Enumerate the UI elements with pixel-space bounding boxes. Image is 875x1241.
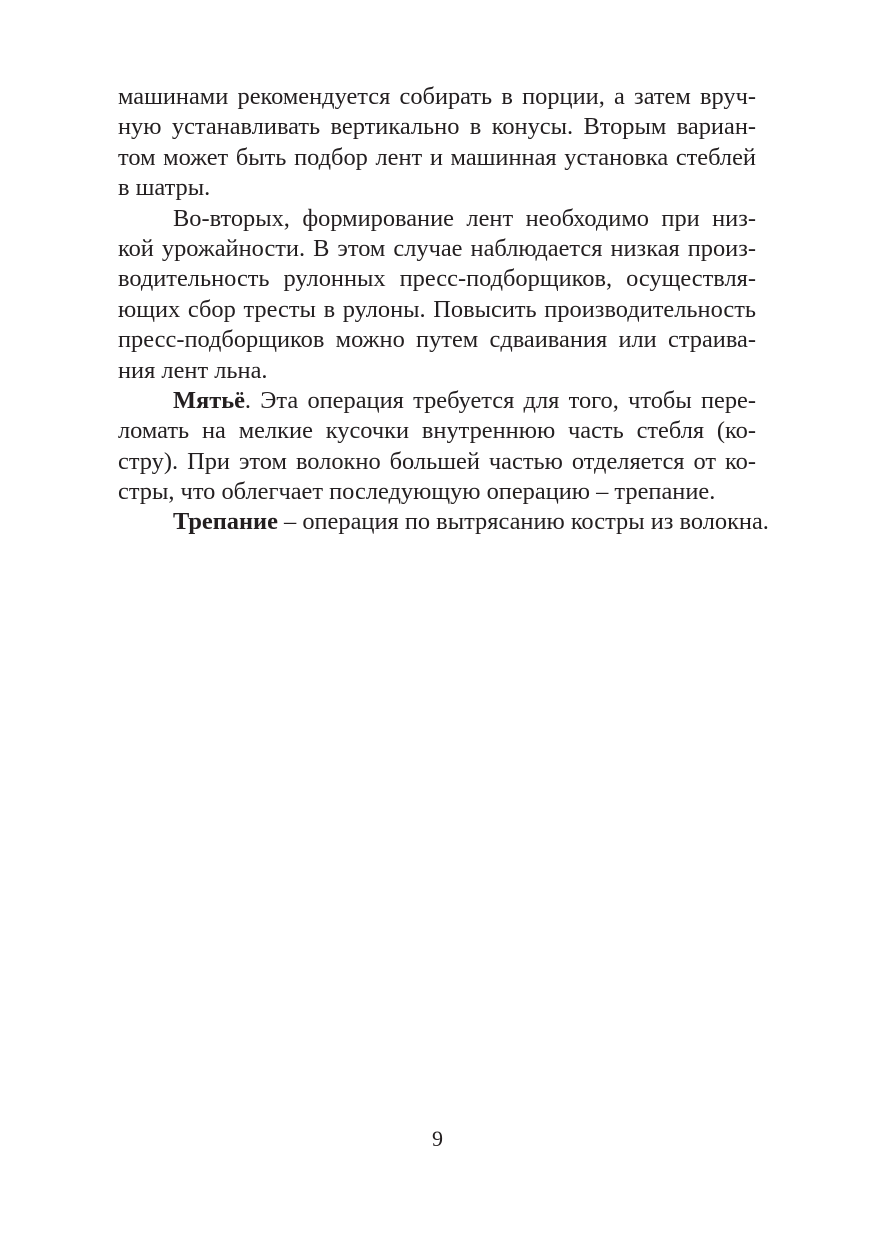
text-line — [118, 507, 769, 537]
page-body — [118, 82, 769, 538]
term-definition: . Эта операция требуется для того, чтобы пере- — [244, 386, 756, 414]
term-definition: – операция по вытрясанию костры из волокна. — [277, 508, 769, 536]
text-line: пресс-подборщиков можно путем сдваивания или страива- — [118, 326, 756, 354]
text-line: стру). При этом волокно большей частью отделяется от ко- — [118, 447, 756, 475]
paragraph-2 — [118, 204, 756, 386]
paragraph-4 — [118, 507, 769, 537]
text-line: ющих сбор тресты в рулоны. Повысить производительность — [118, 295, 756, 323]
text-line: ную устанавливать вертикально в конусы. Вторым вариан- — [118, 113, 756, 141]
text-line: кой урожайности. В этом случае наблюдается низкая произ- — [118, 234, 756, 262]
text-line: том может быть подбор лент и машинная установка стеблей — [118, 143, 756, 171]
text-line: машинами рекомендуется собирать в порции, а затем вруч- — [118, 83, 756, 110]
term-mytye: Мятьё — [173, 386, 245, 414]
paragraph-1 — [118, 82, 756, 204]
page-number: 9 — [432, 1126, 443, 1151]
term-trepanie: Трепание — [173, 508, 278, 536]
paragraph-3 — [118, 386, 756, 508]
text-line: Во-вторых, формирование лент необходимо при низ- — [173, 204, 756, 232]
text-line: ломать на мелкие кусочки внутреннюю часть стебля (ко- — [118, 417, 756, 445]
text-line: в шатры. — [118, 174, 211, 202]
text-line — [118, 386, 756, 416]
text-line: водительность рулонных пресс-подборщиков, осуществля- — [118, 265, 756, 293]
text-line: ния лент льна. — [118, 356, 268, 384]
text-line: стры, что облегчает последующую операцию – трепание. — [118, 478, 716, 506]
